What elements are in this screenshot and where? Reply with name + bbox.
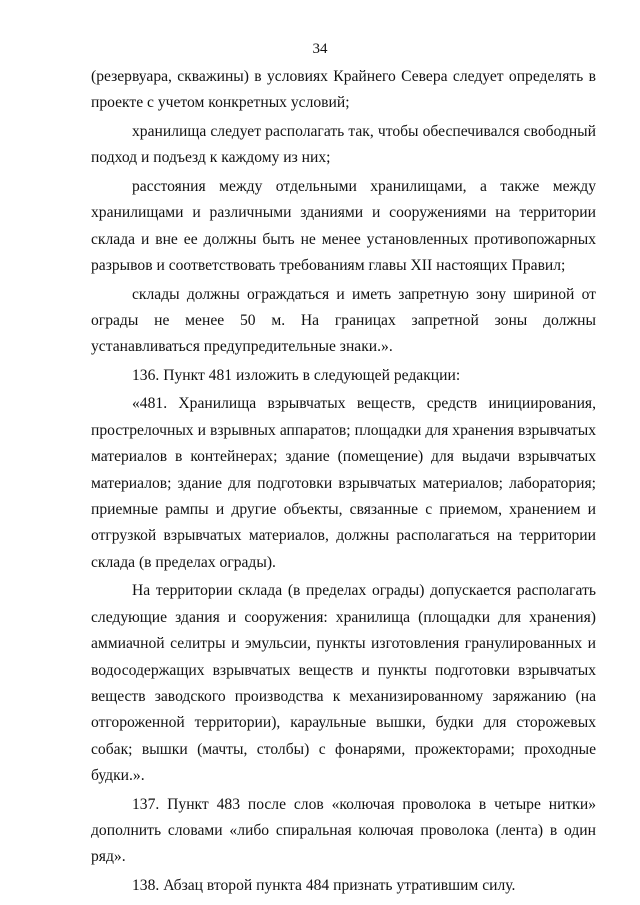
paragraph-item-136: 136. Пункт 481 изложить в следующей редакции:: [132, 366, 461, 384]
paragraph-storage-placement: хранилища следует располагать так, чтобы обеспечивался свободный подход и подъезд к каждому из них;: [91, 122, 596, 167]
paragraph-item-481: «481. Хранилища взрывчатых веществ, средств инициирования, прострелочных и взрывных аппаратов; площадки для хранения взрывчатых материалов в контейнерах; здание (помещение) для выдачи взрывчатых материалов; здание для подготовки взрывчатых материалов; лаборатория; приемные рампы и другие объекты, связанные с приемом, хранением и отгрузкой взрывчатых материалов, должны располагаться на территории склада (в пределах ограды).: [91, 395, 596, 571]
paragraph-continuation: (резервуара, скважины) в условиях Крайнего Севера следует определять в проекте с учетом конкретных условий;: [91, 68, 596, 112]
paragraph-fencing: склады должны ограждаться и иметь запретную зону шириной от ограды не менее 50 м. На границах запретной зоны должны устанавливаться предупредительные знаки.».: [91, 285, 596, 356]
paragraph-item-138: 138. Абзац второй пункта 484 признать утратившим силу.: [132, 876, 516, 894]
page-number: 34: [312, 41, 328, 57]
paragraph-item-137: 137. Пункт 483 после слов «колючая проволока в четыре нитки» дополнить словами «либо спиральная колючая проволока (лента) в один ряд».: [91, 795, 596, 866]
document-body: [91, 64, 596, 901]
paragraph-distances: расстояния между отдельными хранилищами, а также между хранилищами и различными зданиями и сооружениями на территории склада и вне ее должны быть не менее установленных противопожарных разрывов и соответствовать требованиям главы XII настоящих Правил;: [91, 177, 596, 275]
paragraph-allowed-buildings: На территории склада (в пределах ограды) допускается располагать следующие здания и сооружения: хранилища (площадки для хранения) аммиачной селитры и эмульсии, пункты изготовления гранулированных и водосодержащих взрывчатых веществ и пункты подготовки взрывчатых веществ заводского производства к механизированному заряжанию (на отгороженной территории), караульные вышки, будки для сторожевых собак; вышки (мачты, столбы) с фонарями, прожекторами; проходные будки.».: [91, 582, 596, 785]
